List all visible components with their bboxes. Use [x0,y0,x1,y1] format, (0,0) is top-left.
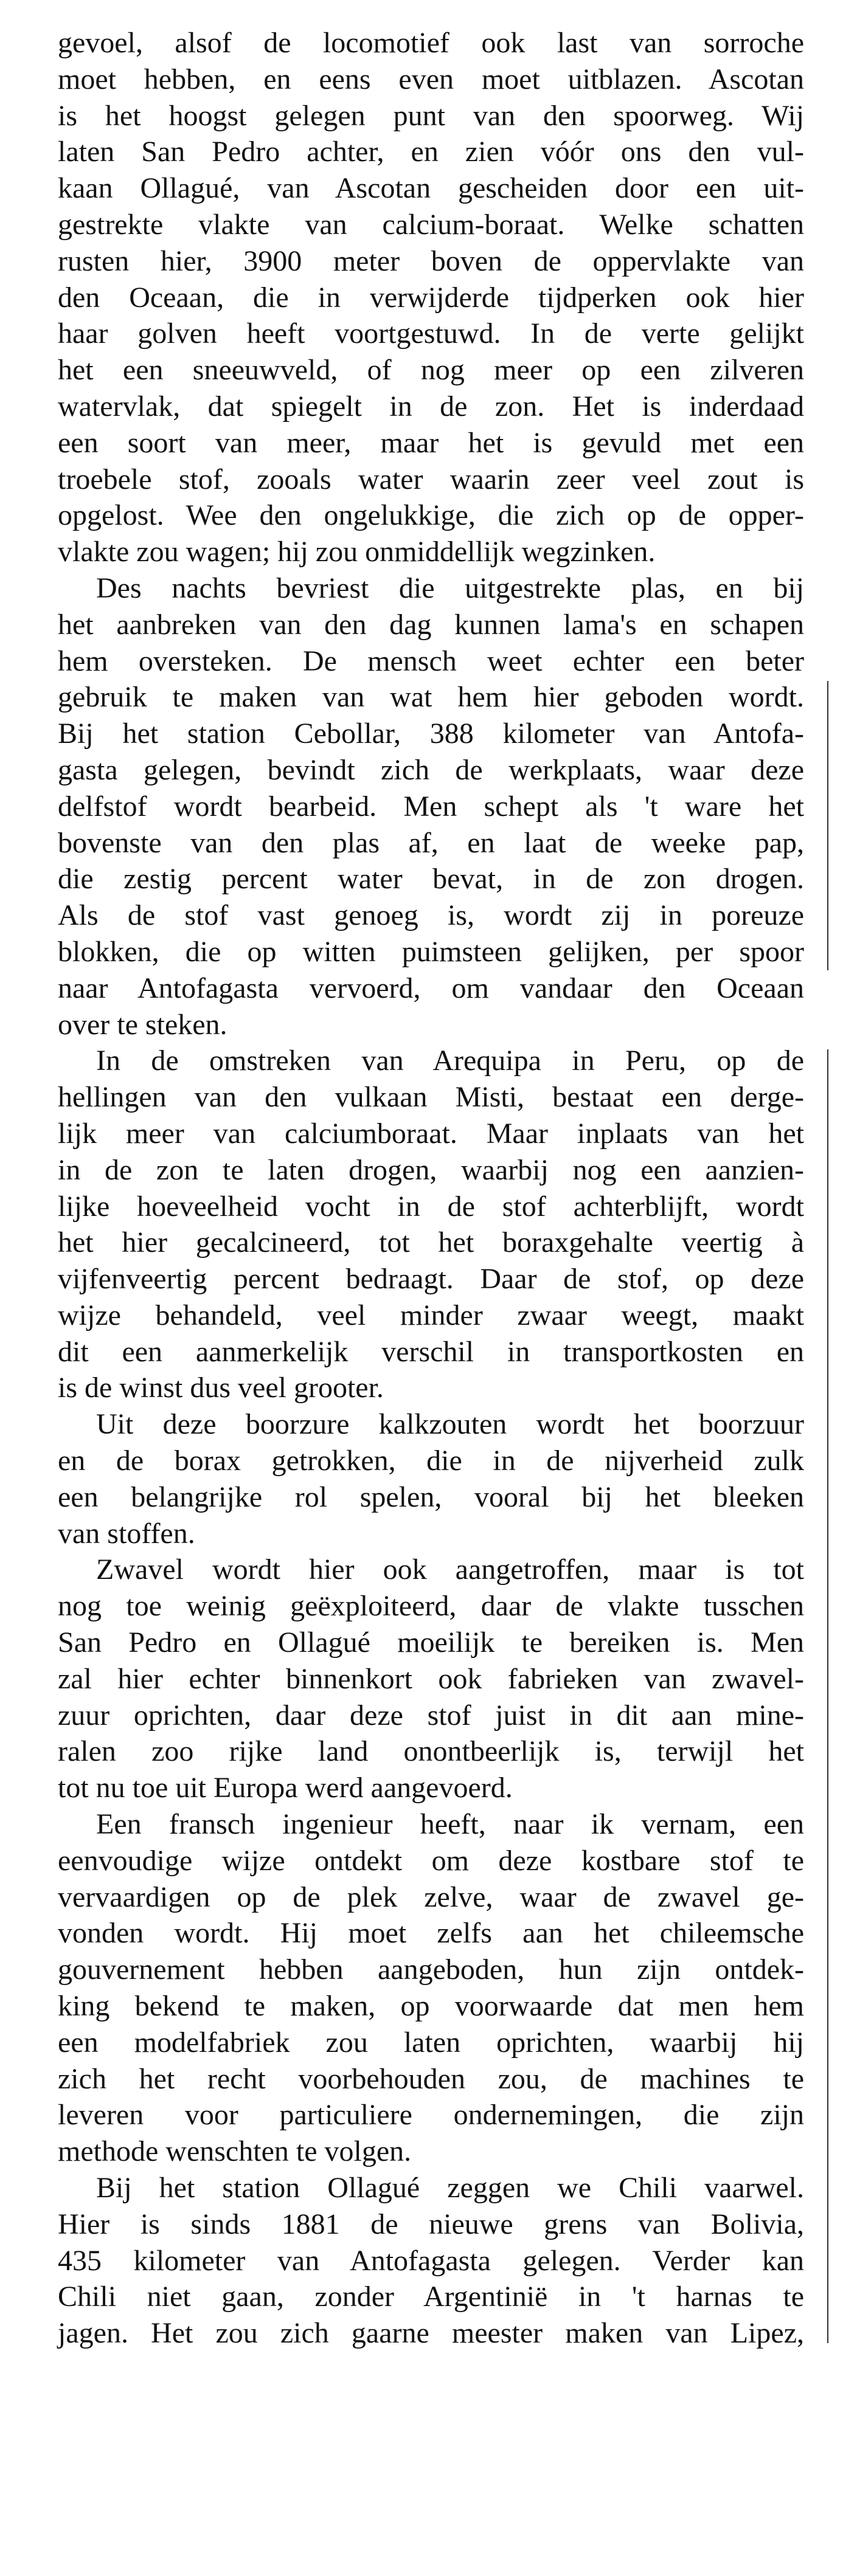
paragraph [58,2170,804,2352]
text-line: gevoel, alsof de locomotief ook last van sorroche [58,27,804,59]
text-line: San Pedro en Ollagué moeilijk te bereiken is. Men [58,1626,804,1659]
text-line: Bij het station Cebollar, 388 kilometer van Antofa- [58,717,804,750]
text-line: watervlak, dat spiegelt in de zon. Het is inderdaad [58,390,804,423]
text-line: zich het recht voorbehouden zou, de machines te [58,2062,804,2095]
text-line: Chili niet gaan, zonder Argentinië in 't harnas te [58,2281,804,2313]
text-line: dit een aanmerkelijk verschil in transportkosten en [58,1335,804,1368]
paragraph [58,1043,804,1406]
text-line: methode wenschten te volgen. [58,2135,412,2168]
text-line: In de omstreken van Arequipa in Peru, op de [96,1045,804,1077]
text-line: Zwavel wordt hier ook aangetroffen, maar is tot [96,1553,804,1586]
text-line: gouvernement hebben aangeboden, hun zijn ontdek- [58,1953,804,1986]
page-body-text [58,25,804,2352]
text-line: hem oversteken. De mensch weet echter een beter [58,644,804,677]
paragraph [58,25,804,570]
text-line: een belangrijke rol spelen, vooral bij het bleeken [58,1480,804,1513]
text-line: het hier gecalcineerd, tot het boraxgehalte veertig à [58,1226,804,1259]
text-line: den Oceaan, die in verwijderde tijdperken ook hier [58,281,804,314]
paragraph [58,570,804,1043]
text-line: troebele stof, zooals water waarin zeer veel zout is [58,463,804,496]
text-line: gestrekte vlakte van calcium-boraat. Welke schatten [58,208,804,241]
text-line: ralen zoo rijke land onontbeerlijk is, terwijl het [58,1735,804,1768]
text-line: het een sneeuwveld, of nog meer op een zilveren [58,354,804,387]
text-line: is het hoogst gelegen punt van den spoorweg. Wij [58,99,804,132]
paragraph [58,1552,804,1806]
paragraph [58,1406,804,1552]
text-line: leveren voor particuliere ondernemingen, die zijn [58,2099,804,2132]
text-line: in de zon te laten drogen, waarbij nog een aanzien- [58,1153,804,1186]
text-line: zal hier echter binnenkort ook fabrieken van zwavel- [58,1662,804,1695]
text-line: die zestig percent water bevat, in de zon drogen. [58,863,804,896]
text-line: en de borax getrokken, die in de nijverheid zulk [58,1445,804,1477]
text-line: zuur oprichten, daar deze stof juist in dit aan mine- [58,1699,804,1732]
text-line: een modelfabriek zou laten oprichten, waarbij hij [58,2026,804,2059]
text-line: Bij het station Ollagué zeggen we Chili vaarwel. [96,2172,804,2205]
text-line: moet hebben, en eens even moet uitblazen. Ascotan [58,63,804,95]
text-line: Als de stof vast genoeg is, wordt zij in poreuze [58,899,804,932]
text-line: vijfenveertig percent bedraagt. Daar de stof, op deze [58,1263,804,1296]
text-line: gasta gelegen, bevindt zich de werkplaats, waar deze [58,753,804,786]
text-line: Hier is sinds 1881 de nieuwe grens van Bolivia, [58,2208,804,2240]
text-line: gebruik te maken van wat hem hier geboden wordt. [58,681,804,714]
margin-rule [827,1049,828,2343]
text-line: laten San Pedro achter, en zien vóór ons den vul- [58,136,804,168]
text-line: van stoffen. [58,1517,195,1550]
text-line: blokken, die op witten puimsteen gelijken, per spoor [58,935,804,968]
text-line: vonden wordt. Hij moet zelfs aan het chileemsche [58,1917,804,1950]
text-line: het aanbreken van den dag kunnen lama's en schapen [58,608,804,641]
text-line: Des nachts bevriest die uitgestrekte plas, en bij [96,571,804,604]
margin-rule [827,681,828,970]
text-line: Uit deze boorzure kalkzouten wordt het boorzuur [96,1408,804,1441]
text-line: delfstof wordt bearbeid. Men schept als 't ware het [58,790,804,823]
text-line: lijke hoeveelheid vocht in de stof achterblijft, wordt [58,1190,804,1223]
paragraph [58,1806,804,2170]
text-line: lijk meer van calciumboraat. Maar inplaats van het [58,1117,804,1150]
text-line: nog toe weinig geëxploiteerd, daar de vlakte tusschen [58,1590,804,1623]
text-line: 435 kilometer van Antofagasta gelegen. Verder kan [58,2244,804,2277]
text-line: een soort van meer, maar het is gevuld met een [58,426,804,459]
text-line: king bekend te maken, op voorwaarde dat men hem [58,1990,804,2023]
text-line: haar golven heeft voortgestuwd. In de verte gelijkt [58,317,804,350]
text-line: is de winst dus veel grooter. [58,1372,384,1404]
text-line: kaan Ollagué, van Ascotan gescheiden door een uit- [58,172,804,205]
text-line: bovenste van den plas af, en laat de weeke pap, [58,826,804,859]
text-line: tot nu toe uit Europa werd aangevoerd. [58,1772,513,1804]
text-line: wijze behandeld, veel minder zwaar weegt, maakt [58,1299,804,1331]
text-line: rusten hier, 3900 meter boven de oppervlakte van [58,244,804,277]
text-line: eenvoudige wijze ontdekt om deze kostbare stof te [58,1844,804,1877]
text-line: opgelost. Wee den ongelukkige, die zich op de opper- [58,499,804,532]
text-line: vlakte zou wagen; hij zou onmiddellijk wegzinken. [58,536,656,568]
text-line: Een fransch ingenieur heeft, naar ik vernam, een [96,1808,804,1841]
text-line: jagen. Het zou zich gaarne meester maken van Lipez, [58,2317,804,2350]
text-line: naar Antofagasta vervoerd, om vandaar den Oceaan [58,972,804,1004]
text-line: hellingen van den vulkaan Misti, bestaat een derge- [58,1081,804,1114]
text-line: vervaardigen op de plek zelve, waar de zwavel ge- [58,1880,804,1913]
text-line: over te steken. [58,1008,227,1041]
